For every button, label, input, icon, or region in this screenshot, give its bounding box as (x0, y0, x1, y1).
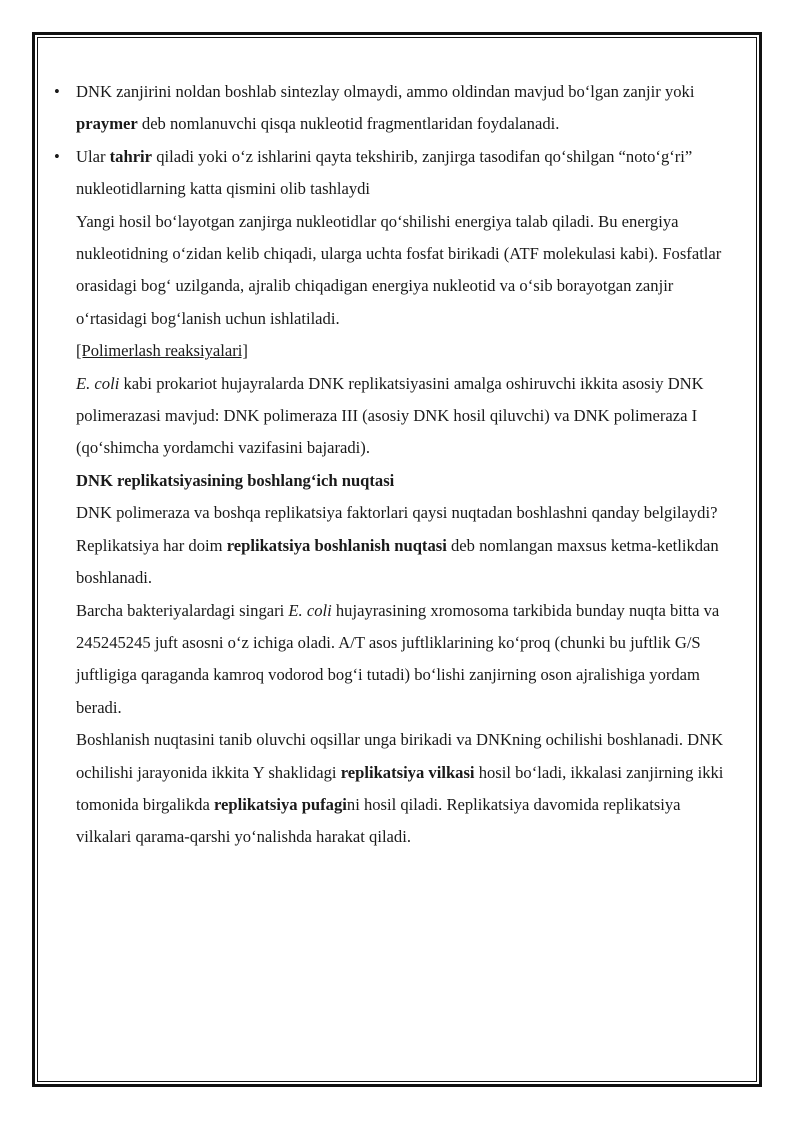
term-tahrir: tahrir (109, 146, 153, 166)
paragraph-origin (76, 497, 726, 594)
paragraph-replication-fork (76, 724, 726, 854)
term-primer: praymer (76, 114, 138, 134)
text-run: deb nomlangan maxsus ketma-ketlikdan boshlanadi. (76, 535, 719, 588)
text-run: DNK zanjirini noldan boshlab sintezlay olmaydi, ammo oldindan mavjud bo‘lgan zanjir yoki (76, 82, 695, 101)
text-run: qiladi yoki o‘z ishlarini qayta tekshirib, zanjirga tasodifan qo‘shilgan “noto‘g‘ri” nukleotidlarning katta qismini olib tashlaydi (76, 146, 693, 199)
bullet-icon: • (54, 146, 60, 166)
term-origin: replikatsiya boshlanish nuqtasi (226, 535, 447, 555)
paragraph-bacteria (76, 595, 726, 725)
term-replication-fork: replikatsiya vilkasi (340, 762, 475, 782)
paragraph-energy: Yangi hosil bo‘layotgan zanjirga nukleotidlar qo‘shilishi energiya talab qiladi. Bu energiya nukleotidning o‘zidan kelib chiqadi, ularga uchta fosfat birikadi (ATF molekulasi kabi). Fosfatlar orasidagi bog‘ uzilganda, ajralib chiqadigan energiya nukleotid va o‘sib borayotgan zanjir o‘rtasidagi bog‘lanish uchun ishlatiladi. (76, 211, 722, 328)
polymerization-link-line (76, 335, 726, 367)
bullet-icon: • (54, 82, 60, 101)
text-run: deb nomlanuvchi qisqa nukleotid fragmentlaridan foydalanadi. (137, 114, 560, 134)
section-heading (76, 465, 726, 497)
text-run: hosil bo‘ladi, ikkalasi zanjirning ikki tomonida birgalikda (76, 762, 724, 814)
species-name: E. coli (288, 600, 332, 620)
text-run: Boshlanish nuqtasini tanib oluvchi oqsillar unga birikadi va DNKning ochilishi boshlanadi. DNK ochilishi jarayonida ikkita Y shaklidagi (76, 730, 724, 782)
heading-text: DNK replikatsiyasining boshlang‘ich nuqtasi (76, 470, 395, 490)
text-run: ni hosil qiladi. Replikatsiya davomida replikatsiya vilkalari qarama-qarshi yo‘nalishda harakat qiladi. (76, 794, 681, 847)
text-run: kabi prokariot hujayralarda DNK replikatsiyasini amalga oshiruvchi ikkita asosiy DNK polimerazasi mavjud: DNK polimeraza III (asosiy DNK hosil qiluvchi) va DNK polimeraza I (qo‘shimcha yordamchi vazifasini bajaradi). (76, 373, 704, 458)
bullet-item-primer (54, 76, 726, 141)
paragraph-ecoli-polymerases (76, 368, 726, 465)
species-name: E. coli (76, 373, 120, 393)
text-run: Ular (76, 146, 110, 166)
text-run: Barcha bakteriyalardagi singari (76, 600, 289, 620)
document-body (54, 76, 726, 854)
bullet-item-proofreading (54, 141, 726, 206)
polymerization-reactions-link[interactable]: [Polimerlash reaksiyalari] (76, 341, 248, 361)
text-run: DNK polimeraza va boshqa replikatsiya faktorlari qaysi nuqtadan boshlashni qanday belgilaydi? Replikatsiya har doim (76, 503, 718, 555)
text-run: hujayrasining xromosoma tarkibida bunday nuqta bitta va 245245245 juft asosni o‘z ichiga oladi. A/T asos juftliklarining ko‘proq (chunki bu juftlik G/S juftligiga qaraganda kamroq vodorod bog‘i tutadi) bo‘lishi zanjirning oson ajralishiga yordam beradi. (76, 600, 720, 717)
term-replication-bubble: replikatsiya pufagi (213, 794, 347, 814)
